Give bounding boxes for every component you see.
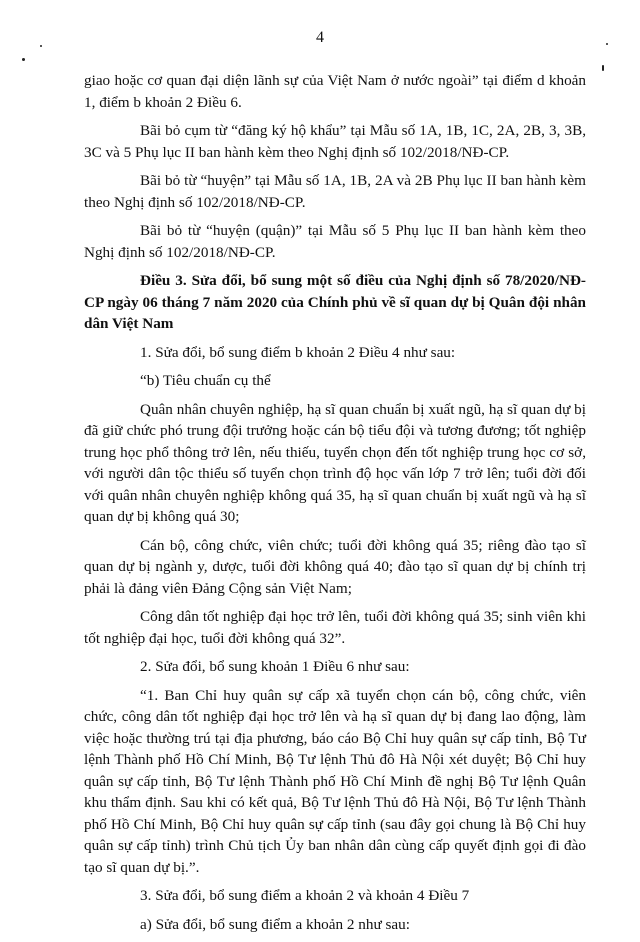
paragraph: 1. Sửa đổi, bổ sung điểm b khoản 2 Điều 4 như sau: <box>140 343 456 361</box>
scan-speck <box>22 58 25 61</box>
paragraph: giao hoặc cơ quan đại diện lãnh sự của Việt Nam ở nước ngoài” tại điểm d khoản 1, điểm b khoản 2 Điều 6. <box>84 72 586 111</box>
paragraph: 2. Sửa đổi, bổ sung khoản 1 Điều 6 như sau: <box>140 658 410 675</box>
paragraph: Cán bộ, công chức, viên chức; tuổi đời không quá 35; riêng đào tạo sĩ quan dự bị ngành y, dược, tuổi đời không quá 40; đào tạo sĩ quan dự bị chính trị phải là đảng viên Đảng Cộng sản Việt Nam; <box>84 536 586 597</box>
paragraph: a) Sửa đổi, bổ sung điểm a khoản 2 như sau: <box>140 915 410 933</box>
page-number: 4 <box>316 29 324 46</box>
document-body <box>84 70 586 942</box>
paragraph: Công dân tốt nghiệp đại học trở lên, tuổi đời không quá 35; sinh viên khi tốt nghiệp đại học, tuổi đời không quá 32”. <box>84 608 586 647</box>
paragraph: Bãi bỏ từ “huyện (quận)” tại Mẫu số 5 Phụ lục II ban hành kèm theo Nghị định số 102/2018/NĐ-CP. <box>84 222 586 261</box>
paragraph: “1. Ban Chỉ huy quân sự cấp xã tuyển chọn cán bộ, công chức, viên chức, công dân tốt nghiệp đại học trở lên và hạ sĩ quan dự bị đang lao động, làm việc hoặc thường trú tại địa phương, báo cáo Bộ Chỉ huy quân sự cấp tỉnh, Bộ Tư lệnh Thành phố Hồ Chí Minh, Bộ Tư lệnh Thủ đô Hà Nội xét duyệt; Bộ Chỉ huy quân sự cấp tỉnh, Bộ Tư lệnh Thành phố Hồ Chí Minh đề nghị Bộ Tư lệnh Quân khu thẩm định. Sau khi có kết quả, Bộ Tư lệnh Thủ đô Hà Nội, Bộ Tư lệnh Thành phố Hồ Chí Minh, Bộ Chỉ huy quân sự cấp tỉnh (sau đây gọi chung là Bộ Chỉ huy quân sự cấp tỉnh) trình Chủ tịch Ủy ban nhân dân cùng cấp quyết định gọi đi đào tạo sĩ quan dự bị.”. <box>84 686 586 876</box>
scan-speck <box>602 65 604 71</box>
article-heading: Điều 3. Sửa đổi, bổ sung một số điều của Nghị định số 78/2020/NĐ-CP ngày 06 tháng 7 năm 2020 của Chính phủ về sĩ quan dự bị Quân đội nhân dân Việt Nam <box>84 272 586 332</box>
paragraph: Bãi bỏ cụm từ “đăng ký hộ khẩu” tại Mẫu số 1A, 1B, 1C, 2A, 2B, 3, 3B, 3C và 5 Phụ lục II ban hành kèm theo Nghị định số 102/2018/NĐ-CP. <box>84 122 586 161</box>
paragraph: Bãi bỏ từ “huyện” tại Mẫu số 1A, 1B, 2A và 2B Phụ lục II ban hành kèm theo Nghị định số 102/2018/NĐ-CP. <box>84 172 586 211</box>
paragraph: Quân nhân chuyên nghiệp, hạ sĩ quan chuẩn bị xuất ngũ, hạ sĩ quan dự bị đã giữ chức phó trung đội trưởng hoặc cán bộ tiểu đội và tương đương; tốt nghiệp trung học phổ thông trở lên, nếu thiếu, tuyển chọn đến tốt nghiệp trung học cơ sở, với người dân tộc thiểu số tuyển chọn trình độ học vấn lớp 7 trở lên; tuổi đời đối với quân nhân chuyên nghiệp không quá 35, hạ sĩ quan chuẩn bị xuất ngũ và hạ sĩ quan dự bị không quá 30; <box>84 400 586 525</box>
scan-speck <box>40 45 42 47</box>
paragraph: 3. Sửa đổi, bổ sung điểm a khoản 2 và khoản 4 Điều 7 <box>140 887 470 904</box>
paragraph: “b) Tiêu chuẩn cụ thể <box>140 372 271 389</box>
scan-speck <box>606 43 608 45</box>
